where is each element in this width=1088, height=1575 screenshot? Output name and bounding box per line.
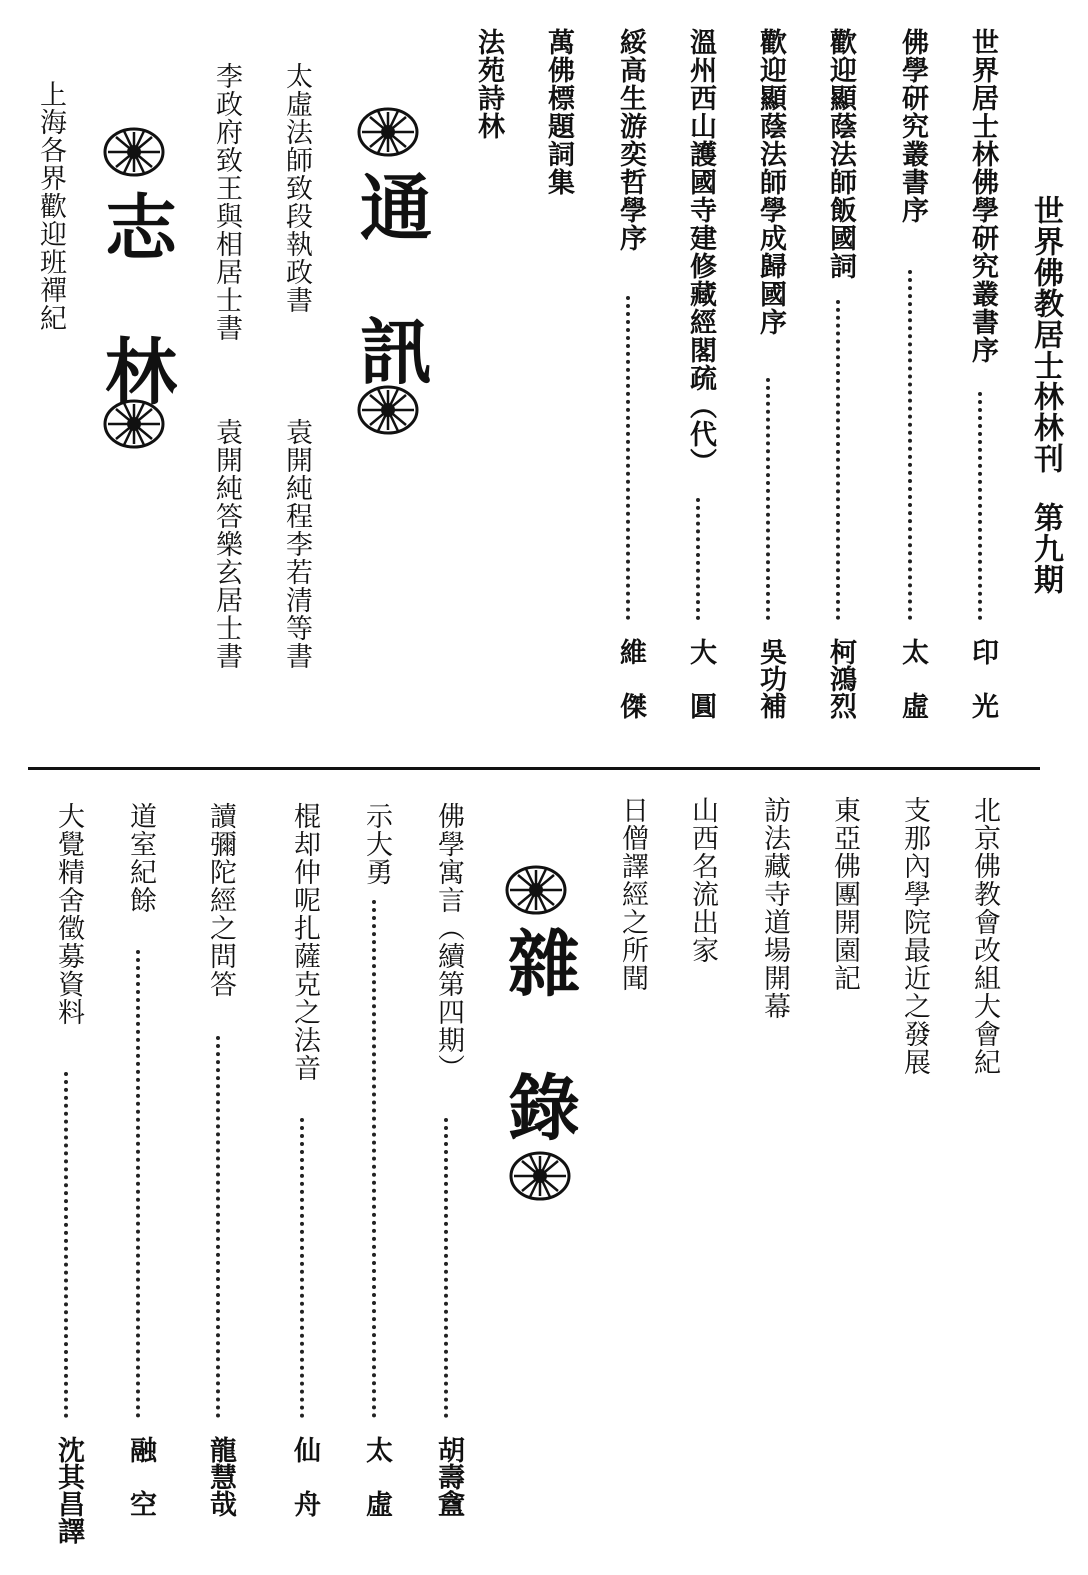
toc-entry[interactable] [748,28,792,336]
entry-title: 北京佛教會改組大會紀 [969,796,1000,1076]
toc-entry[interactable] [282,802,326,1082]
entry-author: 大 圓 [685,638,716,719]
entry-title: 讀彌陀經之問答 [205,802,236,998]
journal-header [1022,195,1068,615]
entry-title: 李政府致王與相居士書 [211,62,242,342]
entry-author: 沈其昌譯 [53,1436,84,1544]
zalu-entry[interactable] [892,796,936,1076]
entry-title: 萬佛標題詞集 [543,28,574,196]
dotted-leader [444,1118,458,1418]
dotted-leader [300,1118,314,1418]
chrysanthemum-ornament-icon [102,398,166,450]
entry-title: 太虛法師致段執政書 [281,62,312,314]
entry-title: 歡迎顯蔭法師學成歸國序 [755,28,786,336]
entry-author: 龍慧哉 [205,1436,236,1517]
section-heading-zhilin: 志 林 [93,190,178,406]
letter-author [274,418,318,670]
entry-title: 大覺精舍徵募資料 [53,802,84,1026]
entry-author: 印 光 [967,638,998,719]
entry-title: 法苑詩林 [473,28,504,140]
entry-title: 訪法藏寺道場開幕 [759,796,790,1020]
toc-entry[interactable] [354,802,398,886]
dotted-leader [136,950,150,1418]
zalu-entry[interactable] [752,796,796,1020]
toc-entry[interactable] [426,802,470,1082]
entry-author: 柯鴻烈 [825,638,856,719]
chrysanthemum-ornament-icon [356,106,420,158]
dotted-leader [766,378,780,620]
zalu-entry[interactable] [962,796,1006,1076]
toc-entry[interactable] [818,28,862,280]
issue-number: 第九期 [1028,502,1063,595]
zalu-entry[interactable] [822,796,866,992]
chrysanthemum-ornament-icon [504,864,568,916]
dotted-leader [836,300,850,620]
dotted-leader [908,270,922,620]
toc-entry[interactable] [890,28,934,224]
entry-author: 融 空 [125,1436,156,1517]
dotted-leader [372,900,386,1418]
dotted-leader [626,296,640,620]
entry-title: 支那內學院最近之發展 [899,796,930,1076]
entry-title: 世界居士林佛學研究叢書序 [967,28,998,364]
letter-author [204,418,248,670]
section-heading-zalu: 雜 錄 [496,926,581,1142]
entry-author: 袁開純程李若清等書 [281,418,312,670]
entry-title: 日僧譯經之所聞 [617,796,648,992]
dotted-leader [978,392,992,620]
dotted-leader [216,1036,230,1418]
entry-title: 示大勇 [361,802,392,886]
entry-title: 溫州西山護國寺建修藏經閣疏（代） [685,28,716,476]
entry-author: 吳功補 [755,638,786,719]
dotted-leader [64,1072,78,1418]
section-heading-tongxun: 通 訊 [348,170,433,386]
entry-author: 太 虛 [361,1436,392,1517]
letter-entry[interactable] [204,62,248,342]
toc-entry[interactable] [536,28,580,196]
toc-entry[interactable] [118,802,162,914]
toc-entry[interactable] [608,28,652,252]
entry-title: 山西名流出家 [687,796,718,964]
entry-title: 東亞佛團開園記 [829,796,860,992]
dotted-leader [696,498,710,620]
entry-title: 歡迎顯蔭法師飯國詞 [825,28,856,280]
toc-entry[interactable] [960,28,1004,364]
journal-title: 世界佛教居士林林刊 [1028,195,1063,474]
toc-entry[interactable] [678,28,722,476]
chrysanthemum-ornament-icon [356,384,420,436]
toc-entry[interactable] [46,802,90,1026]
toc-entry[interactable] [198,802,242,998]
chrysanthemum-ornament-icon [102,126,166,178]
toc-entry[interactable] [466,28,510,140]
letter-entry[interactable] [274,62,318,314]
page-divider [28,767,1040,770]
entry-title: 綏高生游奕哲學序 [615,28,646,252]
entry-author: 胡壽盦 [433,1436,464,1517]
entry-author: 仙 舟 [289,1436,320,1517]
entry-title: 佛學寓言（續第四期） [433,802,464,1082]
zalu-entry[interactable] [610,796,654,992]
chrysanthemum-ornament-icon [508,1150,572,1202]
entry-author: 太 虛 [897,638,928,719]
zhilin-entry[interactable] [28,80,72,332]
entry-title: 上海各界歡迎班禪紀 [35,80,66,332]
entry-author: 維 傑 [615,638,646,719]
entry-title: 道室紀餘 [125,802,156,914]
entry-author: 袁開純答樂玄居士書 [211,418,242,670]
zalu-entry[interactable] [680,796,724,964]
entry-title: 佛學研究叢書序 [897,28,928,224]
entry-title: 棍却仲呢扎薩克之法音 [289,802,320,1082]
